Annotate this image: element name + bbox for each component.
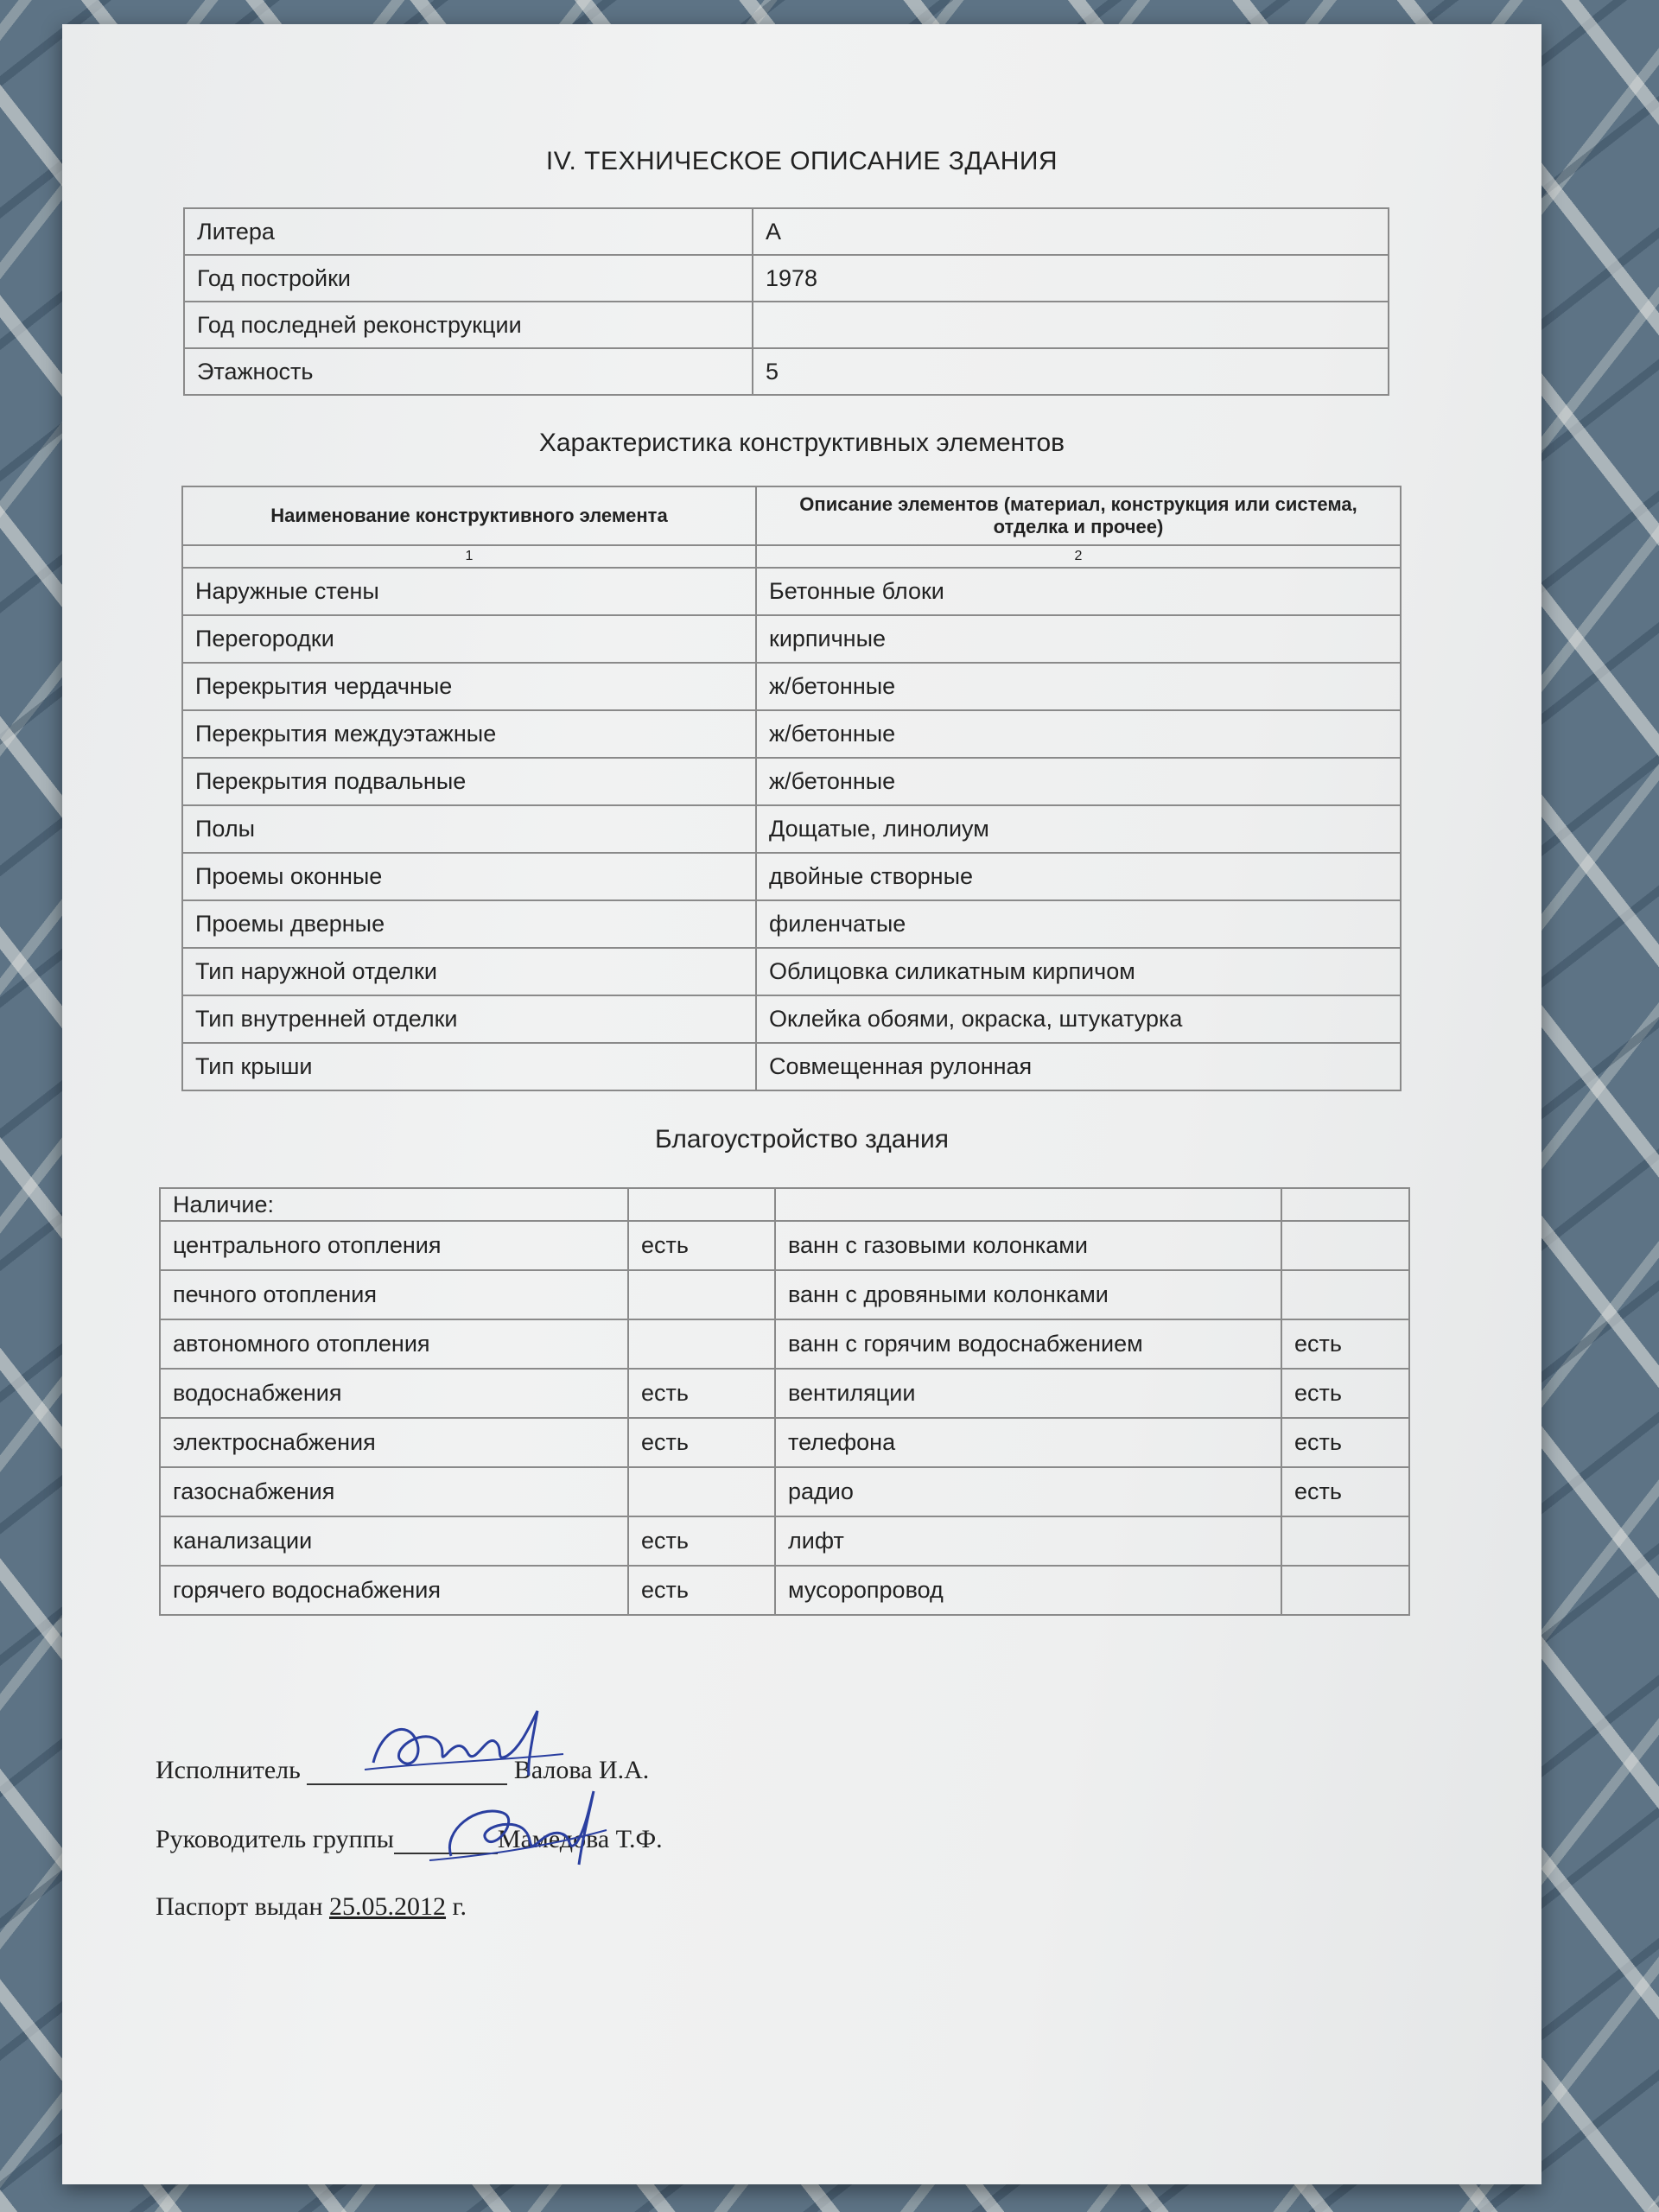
amenity-status	[1281, 1566, 1409, 1615]
amenity-status: есть	[628, 1566, 775, 1615]
building-label: Литера	[184, 208, 753, 255]
amenity-name: автономного отопления	[160, 1319, 628, 1369]
table-row	[160, 1516, 1409, 1566]
amenity-name: ванн с дровяными колонками	[775, 1270, 1281, 1319]
amenity-status: есть	[1281, 1369, 1409, 1418]
element-description: двойные створные	[756, 853, 1401, 900]
element-description: Облицовка силикатным кирпичом	[756, 948, 1401, 995]
empty-cell	[628, 1188, 775, 1221]
building-value: 1978	[753, 255, 1389, 302]
amenity-name: вентиляции	[775, 1369, 1281, 1418]
header-element-desc: Описание элементов (материал, конструкция или система, отделка и прочее)	[756, 486, 1401, 545]
amenity-status: есть	[628, 1369, 775, 1418]
amenity-name: электроснабжения	[160, 1418, 628, 1467]
amenity-status: есть	[628, 1516, 775, 1566]
table-row	[160, 1467, 1409, 1516]
table-row	[182, 663, 1401, 710]
head-label: Руководитель группы	[156, 1825, 394, 1853]
executor-signature-icon	[356, 1694, 581, 1789]
element-description: филенчатые	[756, 900, 1401, 948]
element-description: ж/бетонные	[756, 710, 1401, 758]
amenity-status: есть	[628, 1221, 775, 1270]
table-row	[184, 302, 1389, 348]
building-info-table	[183, 207, 1389, 396]
element-name: Тип крыши	[182, 1043, 756, 1090]
table-row	[182, 758, 1401, 805]
building-label: Год последней реконструкции	[184, 302, 753, 348]
element-description: ж/бетонные	[756, 663, 1401, 710]
element-description: Совмещенная рулонная	[756, 1043, 1401, 1090]
amenity-name: центрального отопления	[160, 1221, 628, 1270]
amenity-status	[628, 1467, 775, 1516]
amenities-section-title: Благоустройство здания	[655, 1125, 949, 1154]
amenities-table	[159, 1187, 1410, 1616]
amenity-name: телефона	[775, 1418, 1281, 1467]
passport-label: Паспорт выдан	[156, 1892, 323, 1921]
table-row	[182, 853, 1401, 900]
amenity-name: лифт	[775, 1516, 1281, 1566]
element-description: Оклейка обоями, окраска, штукатурка	[756, 995, 1401, 1043]
element-description: Бетонные блоки	[756, 568, 1401, 615]
element-name: Тип внутренней отделки	[182, 995, 756, 1043]
column-number-row	[182, 545, 1401, 568]
element-name: Перекрытия междуэтажные	[182, 710, 756, 758]
table-row	[182, 710, 1401, 758]
amenity-name: горячего водоснабжения	[160, 1566, 628, 1615]
table-header-row	[182, 486, 1401, 545]
passport-date: 25.05.2012	[329, 1892, 447, 1921]
table-row	[160, 1369, 1409, 1418]
amenity-status: есть	[1281, 1319, 1409, 1369]
element-name: Проемы оконные	[182, 853, 756, 900]
structural-elements-table	[181, 486, 1402, 1091]
amenity-name: канализации	[160, 1516, 628, 1566]
table-row	[160, 1566, 1409, 1615]
amenity-status	[1281, 1221, 1409, 1270]
executor-label: Исполнитель	[156, 1756, 301, 1784]
table-row	[184, 348, 1389, 395]
table-row	[182, 995, 1401, 1043]
executor-name: Валова И.А.	[513, 1756, 650, 1784]
table-row	[182, 948, 1401, 995]
passport-suffix: г.	[452, 1892, 467, 1921]
table-row	[182, 900, 1401, 948]
elements-section-title: Характеристика конструктивных элементов	[538, 429, 1065, 457]
building-value	[753, 302, 1389, 348]
building-label: Этажность	[184, 348, 753, 395]
amenity-name: ванн с горячим водоснабжением	[775, 1319, 1281, 1369]
element-description: Дощатые, линолиум	[756, 805, 1401, 853]
table-row	[160, 1418, 1409, 1467]
amenity-name: печного отопления	[160, 1270, 628, 1319]
element-name: Перекрытия чердачные	[182, 663, 756, 710]
amenity-status: есть	[1281, 1418, 1409, 1467]
element-name: Полы	[182, 805, 756, 853]
amenity-name: ванн с газовыми колонками	[775, 1221, 1281, 1270]
amenity-name: водоснабжения	[160, 1369, 628, 1418]
table-row	[182, 615, 1401, 663]
table-row	[160, 1270, 1409, 1319]
empty-cell	[1281, 1188, 1409, 1221]
element-name: Наружные стены	[182, 568, 756, 615]
head-name: Мамедова Т.Ф.	[497, 1825, 663, 1853]
passport-line	[156, 1892, 467, 1922]
element-name: Перегородки	[182, 615, 756, 663]
table-row	[182, 805, 1401, 853]
document-page	[62, 24, 1541, 2184]
table-row	[160, 1221, 1409, 1270]
amenity-status	[1281, 1270, 1409, 1319]
column-number-2: 2	[756, 545, 1401, 568]
amenity-status	[628, 1319, 775, 1369]
element-name: Проемы дверные	[182, 900, 756, 948]
amenity-status: есть	[1281, 1467, 1409, 1516]
column-number-1: 1	[182, 545, 756, 568]
table-row	[182, 568, 1401, 615]
element-name: Тип наружной отделки	[182, 948, 756, 995]
header-element-name: Наименование конструктивного элемента	[182, 486, 756, 545]
amenity-status	[1281, 1516, 1409, 1566]
amenity-name: газоснабжения	[160, 1467, 628, 1516]
building-label: Год постройки	[184, 255, 753, 302]
amenities-header: Наличие:	[160, 1188, 628, 1221]
table-row	[184, 208, 1389, 255]
building-value: 5	[753, 348, 1389, 395]
element-description: ж/бетонные	[756, 758, 1401, 805]
amenity-name: мусоропровод	[775, 1566, 1281, 1615]
head-signature-icon	[425, 1778, 615, 1873]
element-name: Перекрытия подвальные	[182, 758, 756, 805]
amenity-status	[628, 1270, 775, 1319]
table-row	[184, 255, 1389, 302]
empty-cell	[775, 1188, 1281, 1221]
element-description: кирпичные	[756, 615, 1401, 663]
page-title: IV. ТЕХНИЧЕСКОЕ ОПИСАНИЕ ЗДАНИЯ	[545, 147, 1058, 175]
amenities-header-row	[160, 1188, 1409, 1221]
building-value: А	[753, 208, 1389, 255]
amenity-name: радио	[775, 1467, 1281, 1516]
table-row	[182, 1043, 1401, 1090]
amenity-status: есть	[628, 1418, 775, 1467]
table-row	[160, 1319, 1409, 1369]
